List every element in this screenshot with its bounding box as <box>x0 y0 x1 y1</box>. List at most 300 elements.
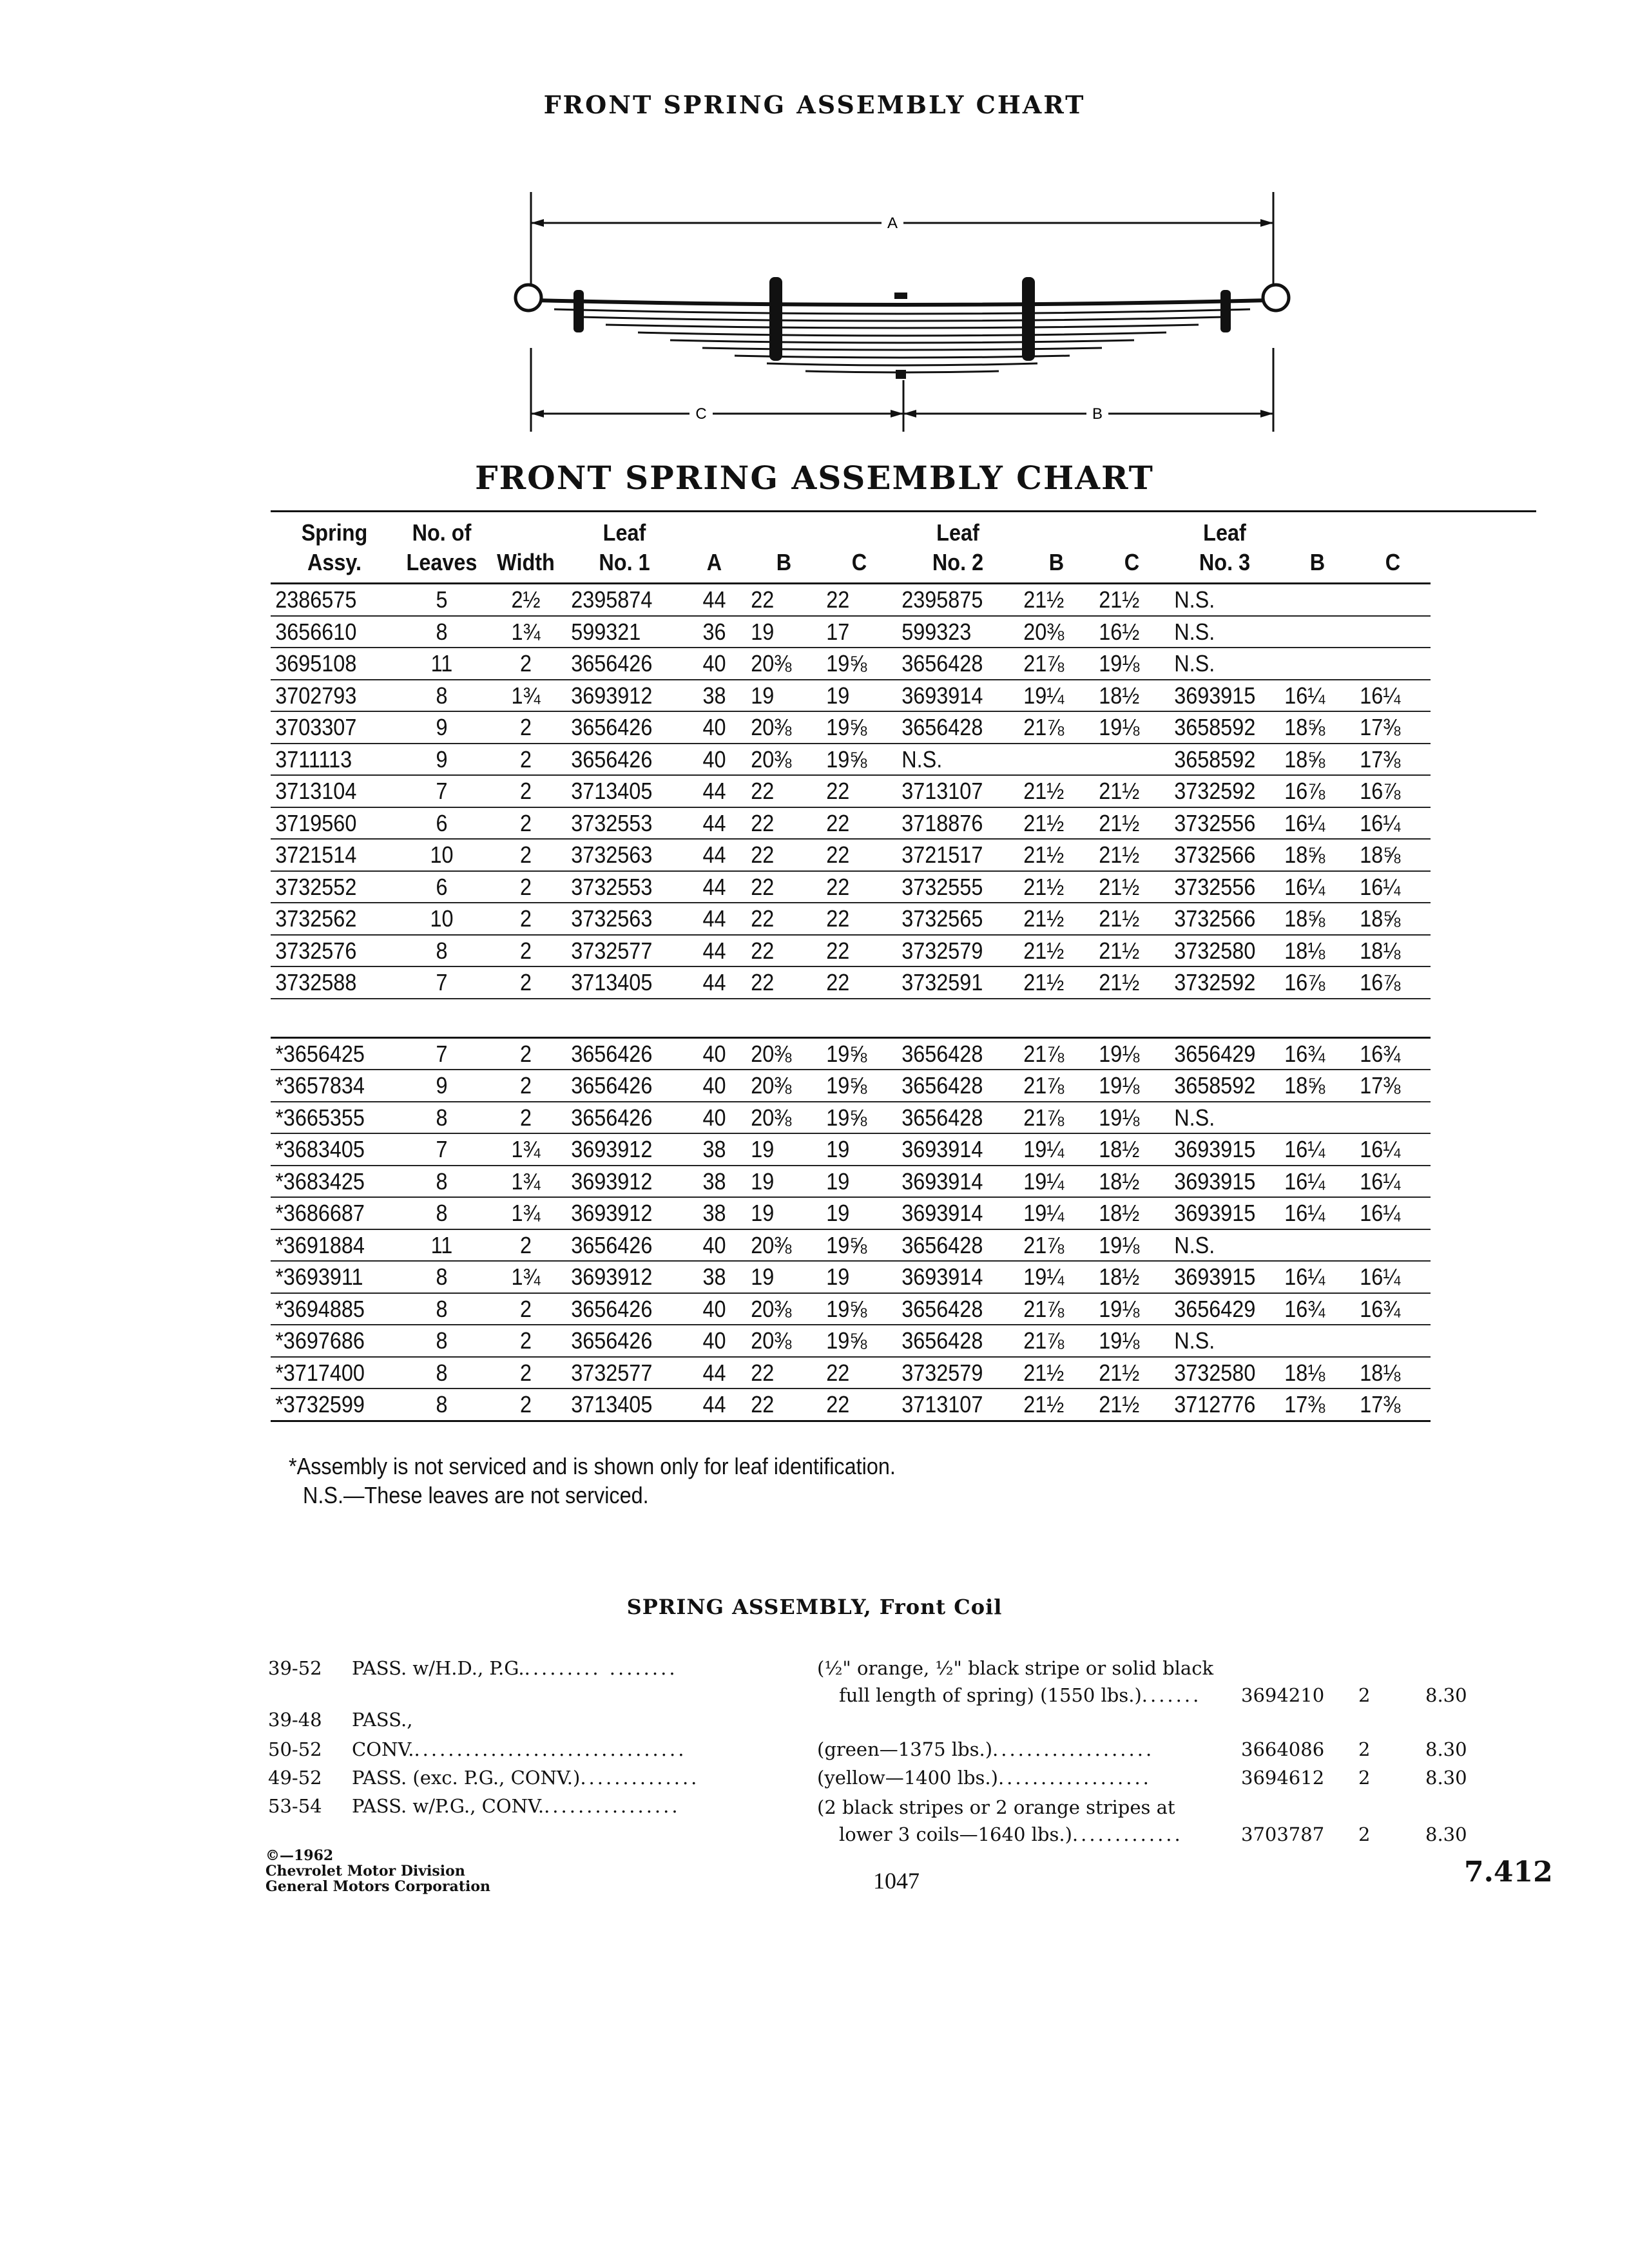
table-cell: 19 <box>822 1133 897 1166</box>
table-cell: 3693915 <box>1170 680 1280 712</box>
leader-dots: ................................ <box>414 1738 687 1760</box>
chart-title: FRONT SPRING ASSEMBLY CHART <box>475 459 1154 497</box>
table-cell: 2395874 <box>566 584 682 616</box>
table-cell: 3656426 <box>566 648 682 680</box>
table-top-rule <box>271 510 1536 512</box>
table-cell: 16½ <box>1094 616 1170 648</box>
spring-assembly-table <box>271 514 1431 1422</box>
table-cell: 40 <box>682 744 746 776</box>
table-row <box>271 1197 1431 1229</box>
table-cell: 7 <box>398 1037 485 1070</box>
table-cell: 16¼ <box>1355 1133 1431 1166</box>
table-cell: 44 <box>682 1389 746 1421</box>
table-cell: 44 <box>682 1357 746 1389</box>
table-cell: 7 <box>398 775 485 807</box>
table-cell: 16¼ <box>1355 807 1431 840</box>
table-row <box>271 775 1431 807</box>
table-cell: 22 <box>822 1389 897 1421</box>
table-cell: *3697686 <box>271 1325 398 1357</box>
table-cell: N.S. <box>1170 1102 1280 1134</box>
table-cell: 21½ <box>1094 903 1170 935</box>
table-cell: 17⅜ <box>1355 1070 1431 1102</box>
column-header-line2: C <box>851 549 867 575</box>
page-title: FRONT SPRING ASSEMBLY CHART <box>543 90 1086 119</box>
coil-section-title <box>0 1595 1629 1619</box>
table-cell: 22 <box>822 775 897 807</box>
table-cell: 44 <box>682 584 746 616</box>
table-cell: 17⅜ <box>1355 744 1431 776</box>
table-cell: 18½ <box>1094 1197 1170 1229</box>
column-header <box>1355 514 1431 584</box>
table-cell: 3693915 <box>1170 1197 1280 1229</box>
table-cell: 1¾ <box>485 1197 566 1229</box>
table-cell: 21½ <box>1094 871 1170 903</box>
table-cell: 1¾ <box>485 1166 566 1198</box>
copyright-year: ©—1962 <box>265 1847 334 1864</box>
table-cell: N.S. <box>1170 648 1280 680</box>
table-cell: 3656428 <box>897 1325 1019 1357</box>
leader-dots: ......... ........ <box>524 1657 678 1679</box>
table-cell: 2 <box>485 871 566 903</box>
table-cell: 3656426 <box>566 1229 682 1262</box>
table-cell: 44 <box>682 935 746 967</box>
table-cell: 16¼ <box>1280 1133 1355 1166</box>
coil-spec-line2 <box>839 1823 1183 1845</box>
table-cell: 19 <box>746 616 822 648</box>
column-header-line2: C <box>1385 549 1401 575</box>
column-header <box>822 514 897 584</box>
table-cell: 21½ <box>1094 807 1170 840</box>
footnote-ns: N.S.—These leaves are not serviced. <box>303 1482 649 1508</box>
table-cell: 3732553 <box>566 871 682 903</box>
table-cell: N.S. <box>1170 1325 1280 1357</box>
table-cell: 2 <box>485 648 566 680</box>
table-cell: 19⅛ <box>1094 1325 1170 1357</box>
column-header <box>1280 514 1355 584</box>
table-cell: 19¼ <box>1019 1133 1094 1166</box>
table-cell <box>1355 584 1431 616</box>
table-group-separator <box>271 999 1431 1038</box>
table-cell: 3712776 <box>1170 1389 1280 1421</box>
table-cell: 3732556 <box>1170 871 1280 903</box>
table-cell: 2 <box>485 1102 566 1134</box>
table-cell <box>1355 1102 1431 1134</box>
table-cell: 16¼ <box>1355 1197 1431 1229</box>
column-header-line2: No. 1 <box>599 549 650 575</box>
coil-spec-text: lower 3 coils—1640 lbs.) <box>839 1823 1072 1845</box>
table-cell: 3693912 <box>566 1133 682 1166</box>
table-cell: 19⅝ <box>822 1293 897 1325</box>
table-cell: 16⅞ <box>1280 775 1355 807</box>
leader-dots: .............. <box>580 1767 700 1789</box>
coil-application <box>352 1738 686 1760</box>
table-cell: 44 <box>682 966 746 999</box>
table-cell: 3718876 <box>897 807 1019 840</box>
table-cell: 8 <box>398 1325 485 1357</box>
table-cell: 19 <box>746 1133 822 1166</box>
table-cell: 3732562 <box>271 903 398 935</box>
table-cell: 3656428 <box>897 1229 1019 1262</box>
table-cell: 22 <box>746 775 822 807</box>
table-cell: 3693915 <box>1170 1261 1280 1293</box>
table-cell: 3693914 <box>897 1197 1019 1229</box>
coil-years: 50-52 <box>268 1738 322 1760</box>
table-row <box>271 839 1431 871</box>
coil-years: 53-54 <box>268 1795 322 1817</box>
table-cell: 16¼ <box>1280 1197 1355 1229</box>
table-cell: 19⅝ <box>822 744 897 776</box>
table-cell: 3693915 <box>1170 1166 1280 1198</box>
table-cell: 19⅛ <box>1094 1293 1170 1325</box>
coil-application-text: PASS. w/H.D., P.G. <box>352 1657 525 1679</box>
table-cell: 21½ <box>1019 871 1094 903</box>
column-header-line2: B <box>1048 549 1065 575</box>
table-cell: 599321 <box>566 616 682 648</box>
section-number: 7.412 <box>1464 1856 1553 1888</box>
table-cell: 18½ <box>1094 1261 1170 1293</box>
table-cell: N.S. <box>1170 1229 1280 1262</box>
table-cell: 22 <box>746 1357 822 1389</box>
table-cell: 38 <box>682 1261 746 1293</box>
table-row <box>271 1325 1431 1357</box>
table-cell: 8 <box>398 1166 485 1198</box>
table-cell: 20⅜ <box>746 711 822 744</box>
table-cell: *3656425 <box>271 1037 398 1070</box>
table-cell: 2 <box>485 1293 566 1325</box>
column-header-line1: Spring <box>301 519 368 546</box>
table-cell: 18⅝ <box>1280 839 1355 871</box>
coil-qty: 2 <box>1358 1823 1371 1845</box>
table-cell: 21⅞ <box>1019 1070 1094 1102</box>
table-cell: 3732580 <box>1170 1357 1280 1389</box>
table-cell: 21⅞ <box>1019 1037 1094 1070</box>
table-cell: 44 <box>682 807 746 840</box>
table-row <box>271 680 1431 712</box>
table-cell <box>1280 1102 1355 1134</box>
table-cell <box>1280 584 1355 616</box>
table-cell: 44 <box>682 903 746 935</box>
table-row <box>271 935 1431 967</box>
table-cell: 3656429 <box>1170 1037 1280 1070</box>
table-cell: 3656426 <box>566 1325 682 1357</box>
table-cell: 16⅞ <box>1355 775 1431 807</box>
dimension-b-label: B <box>1092 405 1103 423</box>
table-cell: 599323 <box>897 616 1019 648</box>
column-header-line1 <box>1094 518 1170 548</box>
coil-qty: 2 <box>1358 1738 1371 1760</box>
table-cell: 11 <box>398 1229 485 1262</box>
table-cell: 18⅝ <box>1280 903 1355 935</box>
table-cell: 22 <box>822 839 897 871</box>
table-cell: 19⅝ <box>822 1229 897 1262</box>
table-row <box>271 1389 1431 1421</box>
table-cell: 21½ <box>1094 775 1170 807</box>
column-header <box>1094 514 1170 584</box>
copyright-corporation: General Motors Corporation <box>265 1878 491 1895</box>
table-cell: N.S. <box>1170 616 1280 648</box>
table-cell: 38 <box>682 680 746 712</box>
table-cell: 1¾ <box>485 616 566 648</box>
table-cell: 3713405 <box>566 966 682 999</box>
table-cell: 2 <box>485 775 566 807</box>
table-cell: 3703307 <box>271 711 398 744</box>
table-cell: 3695108 <box>271 648 398 680</box>
table-cell: 17⅜ <box>1280 1389 1355 1421</box>
table-cell: *3657834 <box>271 1070 398 1102</box>
table-cell: 22 <box>746 935 822 967</box>
table-cell: 20⅜ <box>746 1102 822 1134</box>
table-cell: 3732563 <box>566 839 682 871</box>
coil-qty: 2 <box>1358 1767 1371 1789</box>
table-cell: 19 <box>822 1261 897 1293</box>
table-cell: 3732577 <box>566 1357 682 1389</box>
table-cell: 40 <box>682 1070 746 1102</box>
table-cell: 18½ <box>1094 680 1170 712</box>
table-cell: 22 <box>822 966 897 999</box>
table-cell: 22 <box>822 584 897 616</box>
table-cell: 18½ <box>1094 1166 1170 1198</box>
table-cell: 19⅛ <box>1094 648 1170 680</box>
table-cell: *3665355 <box>271 1102 398 1134</box>
coil-price: 8.30 <box>1425 1684 1467 1706</box>
coil-price: 8.30 <box>1425 1823 1467 1845</box>
table-cell: 2 <box>485 935 566 967</box>
column-header <box>682 514 746 584</box>
column-header-line1: Leaf <box>1203 519 1246 546</box>
table-cell: 1¾ <box>485 680 566 712</box>
coil-spec-line1: (2 black stripes or 2 orange stripes at <box>817 1796 1175 1818</box>
table-cell: 8 <box>398 1293 485 1325</box>
table-cell: 22 <box>746 807 822 840</box>
coil-years: 39-48 <box>268 1709 322 1731</box>
column-header-line2: No. 2 <box>932 549 984 575</box>
coil-price: 8.30 <box>1425 1767 1467 1789</box>
table-row <box>271 1293 1431 1325</box>
table-cell: 3732591 <box>897 966 1019 999</box>
coil-spec-text: (yellow—1400 lbs.) <box>817 1767 998 1789</box>
coil-part: 3703787 <box>1241 1823 1325 1845</box>
table-cell: 40 <box>682 1293 746 1325</box>
table-row <box>271 648 1431 680</box>
column-header-line2: C <box>1124 549 1140 575</box>
table-cell: 3656610 <box>271 616 398 648</box>
table-cell: 38 <box>682 1197 746 1229</box>
table-cell: 3732576 <box>271 935 398 967</box>
table-cell: 44 <box>682 839 746 871</box>
table-cell: 3732565 <box>897 903 1019 935</box>
table-cell: 20⅜ <box>746 648 822 680</box>
table-cell: 3656429 <box>1170 1293 1280 1325</box>
table-cell: 3656426 <box>566 1070 682 1102</box>
table-cell: 16¼ <box>1355 1166 1431 1198</box>
table-cell: 21⅞ <box>1019 648 1094 680</box>
table-row <box>271 1070 1431 1102</box>
table-row <box>271 584 1431 616</box>
table-cell: 19⅝ <box>822 1070 897 1102</box>
table-cell: 18⅝ <box>1355 903 1431 935</box>
table-cell: 8 <box>398 1197 485 1229</box>
copyright-block <box>265 1848 490 1894</box>
coil-spec-line1: (½" orange, ½" black stripe or solid black <box>817 1657 1214 1679</box>
table-cell: 6 <box>398 807 485 840</box>
table-cell: 19⅛ <box>1094 1229 1170 1262</box>
column-header-line1: No. of <box>412 519 472 546</box>
table-cell: 19⅝ <box>822 1102 897 1134</box>
table-cell: 16⅞ <box>1355 966 1431 999</box>
table-cell: *3693911 <box>271 1261 398 1293</box>
table-cell: N.S. <box>897 744 1019 776</box>
table-cell: 16¼ <box>1280 1261 1355 1293</box>
table-cell: 19¼ <box>1019 1166 1094 1198</box>
coil-spec-text: full length of spring) (1550 lbs.) <box>839 1684 1142 1706</box>
table-cell: 40 <box>682 1229 746 1262</box>
table-cell: 21½ <box>1094 935 1170 967</box>
separator-cell <box>271 999 1431 1038</box>
table-cell: 3713405 <box>566 775 682 807</box>
coil-spec-line2 <box>817 1738 1154 1760</box>
table-cell: 16¼ <box>1355 871 1431 903</box>
table-cell: 21½ <box>1019 807 1094 840</box>
copyright-division: Chevrolet Motor Division <box>265 1863 465 1879</box>
table-cell: 19 <box>822 1166 897 1198</box>
table-cell: 3732592 <box>1170 775 1280 807</box>
table-cell: 3656428 <box>897 1070 1019 1102</box>
table-cell: 3713104 <box>271 775 398 807</box>
table-cell: 8 <box>398 1357 485 1389</box>
column-header-line2: Width <box>497 549 555 575</box>
table-cell: 21½ <box>1094 966 1170 999</box>
table-cell: 22 <box>822 1357 897 1389</box>
table-cell: 3693915 <box>1170 1133 1280 1166</box>
table-cell: *3732599 <box>271 1389 398 1421</box>
column-header <box>398 514 485 584</box>
column-header <box>1170 514 1280 584</box>
table-cell: 2½ <box>485 584 566 616</box>
table-cell: 21½ <box>1019 935 1094 967</box>
table-cell: 20⅜ <box>1019 616 1094 648</box>
table-cell: 44 <box>682 871 746 903</box>
table-cell: 3656426 <box>566 744 682 776</box>
table-cell: 3656426 <box>566 1102 682 1134</box>
column-header-line2: Leaves <box>406 549 477 575</box>
table-cell: 18⅛ <box>1280 1357 1355 1389</box>
table-cell: 3693914 <box>897 1133 1019 1166</box>
coil-spec-line2 <box>839 1684 1201 1706</box>
column-header-line1 <box>1355 518 1431 548</box>
table-cell: 21⅞ <box>1019 1325 1094 1357</box>
table-cell: 3732563 <box>566 903 682 935</box>
table-cell: 38 <box>682 1166 746 1198</box>
table-cell: 16⅞ <box>1280 966 1355 999</box>
table-cell: 8 <box>398 616 485 648</box>
table-cell: 16¼ <box>1280 871 1355 903</box>
coil-application-text: PASS. (exc. P.G., CONV.) <box>352 1767 581 1789</box>
coil-price: 8.30 <box>1425 1738 1467 1760</box>
table-cell: 19⅝ <box>822 648 897 680</box>
table-cell: 3702793 <box>271 680 398 712</box>
table-cell: 38 <box>682 1133 746 1166</box>
table-row <box>271 1102 1431 1134</box>
table-cell <box>1094 744 1170 776</box>
table-cell: 3656426 <box>566 1037 682 1070</box>
coil-spec-line2 <box>817 1767 1152 1789</box>
table-cell: 17⅜ <box>1355 711 1431 744</box>
table-cell: 3693912 <box>566 1197 682 1229</box>
table-cell: 22 <box>746 839 822 871</box>
table-cell: 21½ <box>1094 839 1170 871</box>
table-cell <box>1019 744 1094 776</box>
column-header-line2: A <box>706 549 722 575</box>
coil-application <box>352 1795 680 1817</box>
table-cell: 2395875 <box>897 584 1019 616</box>
table-cell: 8 <box>398 1102 485 1134</box>
leader-dots: .................. <box>998 1767 1152 1789</box>
table-cell: 19⅛ <box>1094 1102 1170 1134</box>
coil-application <box>352 1709 412 1731</box>
table-cell: 19⅛ <box>1094 711 1170 744</box>
table-cell: 3721514 <box>271 839 398 871</box>
table-cell: 3656428 <box>897 648 1019 680</box>
table-cell: 21½ <box>1094 1357 1170 1389</box>
coil-part: 3694612 <box>1241 1767 1325 1789</box>
table-cell: 40 <box>682 1325 746 1357</box>
table-cell: 3693914 <box>897 1166 1019 1198</box>
table-header-row <box>271 514 1431 584</box>
table-cell: 22 <box>746 1389 822 1421</box>
table-cell: 17⅜ <box>1355 1389 1431 1421</box>
table-cell: 8 <box>398 935 485 967</box>
table-cell: *3691884 <box>271 1229 398 1262</box>
table-cell <box>1355 1325 1431 1357</box>
column-header-line2: Assy. <box>307 549 362 575</box>
leaf-spring-diagram <box>509 187 1295 445</box>
table-cell: 19¼ <box>1019 1261 1094 1293</box>
table-cell: 3693912 <box>566 1261 682 1293</box>
table-cell: 19⅝ <box>822 711 897 744</box>
table-cell: 3732555 <box>897 871 1019 903</box>
table-cell: 16¼ <box>1280 1166 1355 1198</box>
coil-application <box>352 1657 678 1679</box>
table-cell: 18⅛ <box>1280 935 1355 967</box>
table-cell: 3732592 <box>1170 966 1280 999</box>
table-cell: 21½ <box>1019 966 1094 999</box>
table-cell: 8 <box>398 680 485 712</box>
table-cell: 19 <box>746 680 822 712</box>
table-cell: 3658592 <box>1170 1070 1280 1102</box>
leader-dots: ................... <box>992 1738 1155 1760</box>
table-cell: 21½ <box>1019 775 1094 807</box>
table-cell: 21½ <box>1019 839 1094 871</box>
column-header-line1 <box>1280 518 1355 548</box>
table-cell: 5 <box>398 584 485 616</box>
table-cell <box>1355 1229 1431 1262</box>
leader-dots: ................ <box>544 1795 680 1817</box>
table-cell: 2 <box>485 1037 566 1070</box>
table-cell: 21½ <box>1094 584 1170 616</box>
footnote-asterisk: *Assembly is not serviced and is shown only for leaf identification. <box>289 1453 896 1479</box>
table-cell: 20⅜ <box>746 1293 822 1325</box>
table-cell <box>1280 1229 1355 1262</box>
column-header-line2: No. 3 <box>1199 549 1251 575</box>
table-cell: 9 <box>398 1070 485 1102</box>
table-cell: 40 <box>682 711 746 744</box>
table-cell: 44 <box>682 775 746 807</box>
table-cell: 2 <box>485 1325 566 1357</box>
column-header-line1 <box>746 518 822 548</box>
table-cell: 3656428 <box>897 711 1019 744</box>
table-cell: 3713107 <box>897 775 1019 807</box>
table-cell: 3732553 <box>566 807 682 840</box>
